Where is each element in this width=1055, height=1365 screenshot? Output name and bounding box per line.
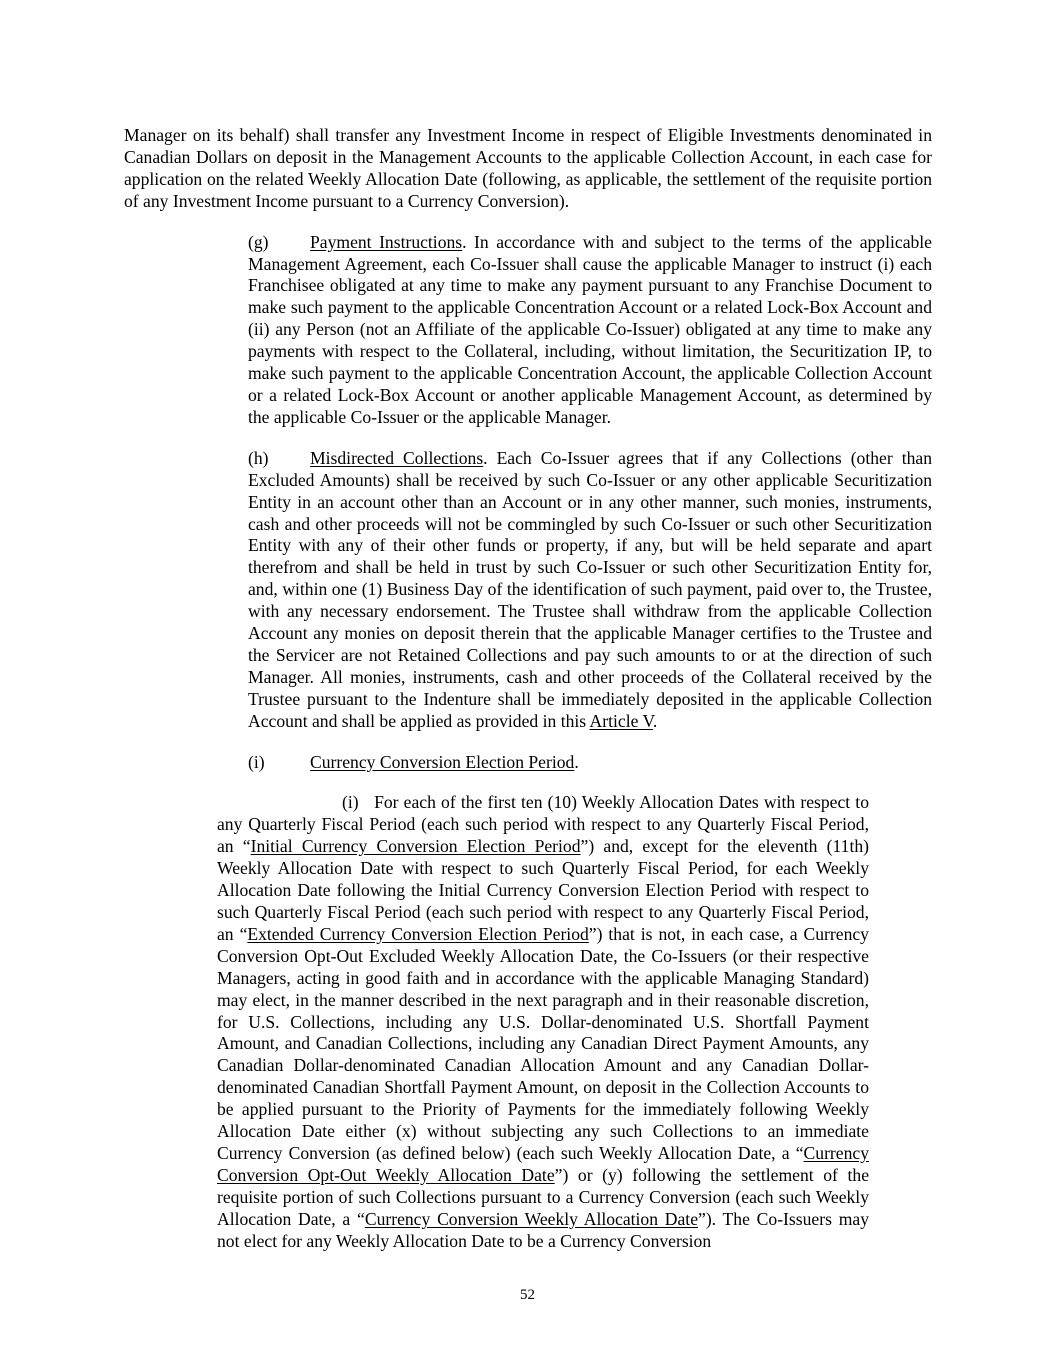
subsection-text: ”) or (y) following the settlement of the requisite portion of such Collections pursuant to a Currency Conversion (each such Weekly Allocation Date, a “ bbox=[217, 1164, 870, 1229]
section-heading: Payment Instructions bbox=[310, 231, 463, 252]
section-label: (h) bbox=[248, 447, 269, 468]
document-body bbox=[124, 125, 932, 1253]
defined-term: Extended Currency Conversion Election Period bbox=[247, 923, 589, 944]
subsection-text: For each of the first ten (10) Weekly Allocation Dates with respect to any Quarterly Fiscal Period (each such period with respect to any Quarterly Fiscal Period, an “ bbox=[217, 792, 869, 857]
article-reference: Article V bbox=[589, 710, 653, 731]
subsection-text: ”) that is not, in each case, a Currency Conversion Opt-Out Excluded Weekly Allocation Date, the Co-Issuers (or their respective Managers, acting in good faith and in accordance with the applicable Managing Standard) may elect, in the manner described in the next paragraph and in their reasonable discretion, for U.S. Collections, including any U.S. Dollar-denominated U.S. Shortfall Payment Amount, and Canadian Collections, including any Canadian Direct Payment Amounts, any Canadian Dollar-denominated Canadian Allocation Amount and any Canadian Dollar-denominated Canadian Shortfall Payment Amount, on deposit in the Collection Accounts to be applied pursuant to the Priority of Payments for the immediately following Weekly Allocation Date either (x) without subjecting any such Collections to an immediate Currency Conversion (as defined below) (each such Weekly Allocation Date, a “ bbox=[217, 923, 869, 1163]
defined-term: Initial Currency Conversion Election Period bbox=[250, 836, 581, 857]
paragraph-text: Manager on its behalf) shall transfer any Investment Income in respect of Eligible Investments denominated in Canadian Dollars on deposit in the Management Accounts to the applicable Collection Account, in each case for application on the related Weekly Allocation Date (following, as applicable, the settlement of the requisite portion of any Investment Income pursuant to a Currency Conversion). bbox=[124, 125, 932, 211]
section-heading: Misdirected Collections bbox=[310, 447, 484, 468]
section-text-end: . bbox=[652, 710, 658, 731]
subsection-text: ”) and, except for the eleventh (11th) Weekly Allocation Date with respect to such Quarterly Fiscal Period, for each Weekly Allocation Date following the Initial Currency Conversion Election Period with respect to such Quarterly Fiscal Period (each such period with respect to any Quarterly Fiscal Period, an “ bbox=[217, 836, 869, 944]
section-h-misdirected-collections bbox=[124, 448, 932, 733]
section-heading: Currency Conversion Election Period bbox=[310, 751, 575, 772]
section-label: (g) bbox=[248, 231, 269, 252]
subsection-i-election-period bbox=[217, 792, 869, 1252]
section-text: . Each Co-Issuer agrees that if any Collections (other than Excluded Amounts) shall be received by such Co-Issuer or any other applicable Securitization Entity in an account other than an Account or in any other manner, such monies, instruments, cash and other proceeds will not be commingled by such Co-Issuer or such other Securitization Entity with any of their other funds or property, if any, but will be held separate and apart therefrom and shall be held in trust by such Co-Issuer or such other Securitization Entity for, and, within one (1) Business Day of the identification of such payment, paid over to, the Trustee, with any necessary endorsement. The Trustee shall withdraw from the applicable Collection Account any monies on deposit therein that the applicable Manager certifies to the Trustee and the Servicer are not Retained Collections and pay such amounts to or at the direction of such Manager. All monies, instruments, cash and other proceeds of the Collateral received by the Trustee pursuant to the Indenture shall be immediately deposited in the applicable Collection Account and shall be applied as provided in this bbox=[248, 447, 932, 731]
section-g-payment-instructions bbox=[124, 232, 932, 429]
page-number: 52 bbox=[520, 1287, 535, 1303]
section-heading-end: . bbox=[574, 751, 579, 772]
subsection-label: (i) bbox=[342, 792, 359, 813]
section-text: . In accordance with and subject to the terms of the applicable Management Agreement, each Co-Issuer shall cause the applicable Manager to instruct (i) each Franchisee obligated at any time to make any payment pursuant to any Franchise Document to make such payment to the applicable Concentration Account or a related Lock-Box Account and (ii) any Person (not an Affiliate of the applicable Co-Issuer) obligated at any time to make any payments with respect to the Collateral, including, without limitation, the Securitization IP, to make such payment to the applicable Concentration Account, the applicable Collection Account or a related Lock-Box Account or another applicable Management Account, as determined by the applicable Co-Issuer or the applicable Manager. bbox=[248, 231, 932, 427]
paragraph-f-continuation bbox=[124, 125, 932, 213]
section-i-currency-conversion bbox=[124, 752, 932, 774]
defined-term: Currency Conversion Weekly Allocation Date bbox=[364, 1208, 699, 1229]
section-label: (i) bbox=[248, 751, 265, 772]
subsection-text: ”). The Co-Issuers may not elect for any Weekly Allocation Date to be a Currency Conversion bbox=[217, 1208, 869, 1251]
defined-term: Currency Conversion Opt-Out Weekly Allocation Date bbox=[217, 1142, 869, 1185]
